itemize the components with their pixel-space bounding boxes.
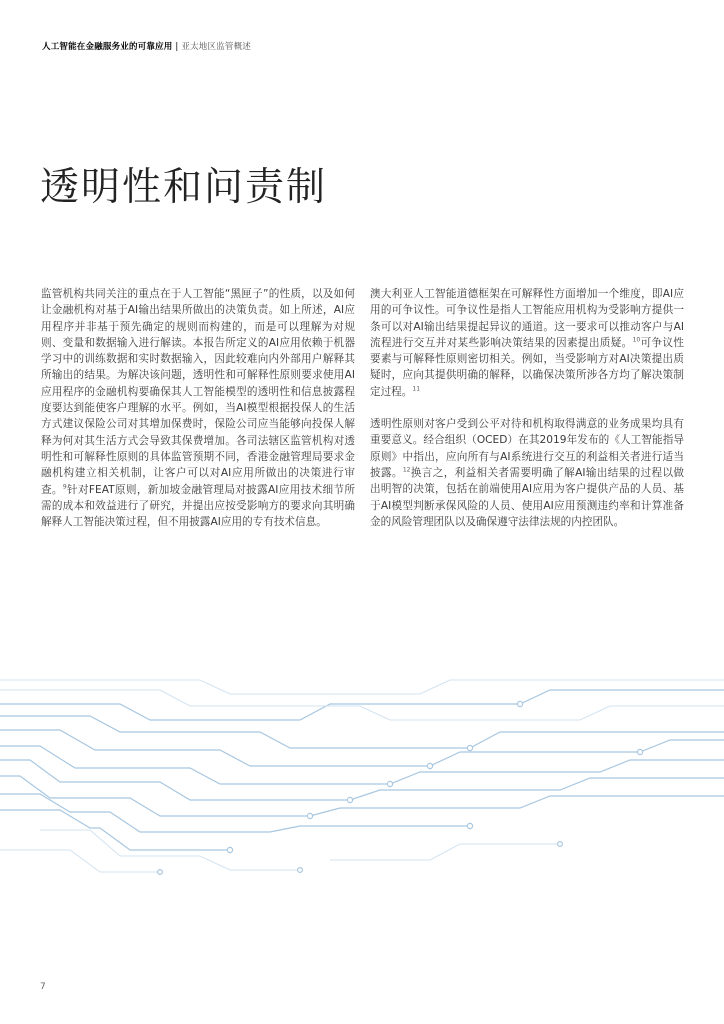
left-p1-text-b: 针对FEAT原则，新加坡金融管理局对披露AI应用技术细节所需的成本和效益进行了研究，并提出应按受影响方的要求向其明确解释人工智能决策过程，但不用披露AI应用的专有技术信息。	[41, 483, 355, 529]
circuit-lines-decoration	[0, 660, 724, 890]
circuit-nodes	[158, 701, 643, 874]
header-separator: |	[175, 42, 179, 52]
footnote-ref-9: 9	[62, 483, 67, 491]
footnote-ref-12: 12	[402, 466, 411, 474]
right-paragraph-2	[370, 416, 684, 530]
right-p1-text-a: 澳大利亚人工智能道德框架在可解释性方面增加一个维度，即AI应用的可争议性。可争议性是指人工智能应用机构为受影响方提供一条可以对AI输出结果提起异议的通道。这一要求可以推动客户与AI流程进行交互并对某些影响决策结果的因素提出质疑。	[370, 288, 684, 349]
right-p2-text-a: 透明性原则对客户受到公平对待和机构取得满意的业务成果均具有重要意义。经合组织（OCED）在其2019年发布的《人工智能指导原则》中指出，应向所有与AI系统进行交互的利益相关者进行适当披露。	[370, 418, 684, 479]
footnote-ref-10: 10	[632, 336, 641, 344]
circuit-traces	[0, 690, 724, 850]
left-p1-text-a: 监管机构共同关注的重点在于人工智能“黑匣子”的性质，以及如何让金融机构对基于AI输出结果所做出的决策负责。如上所述，AI应用程序并非基于预先确定的规则而构建的，而是可以理解为对规则、变量和数据输入进行解读。本报告所定义的AI应用依赖于机器学习中的训练数据和实时数据输入，因此较难向内外部用户解释其所输出的结果。为解决该问题，透明性和可解释性原则要求使用AI应用程序的金融机构要确保其人工智能模型的透明性和信息披露程度要达到能使客户理解的水平。例如，当AI模型根据投保人的生活方式建议保险公司对其增加保费时，保险公司应当能够向投保人解释为何对其生活方式会导致其保费增加。各司法辖区监管机构对透明性和可解释性原则的具体监管预期不同，香港金融管理局要求金融机构建立相关机制，让客户可以对AI应用所做出的决策进行审查。	[41, 288, 355, 496]
right-paragraph-1	[370, 286, 684, 400]
footnote-ref-11: 11	[412, 385, 421, 393]
right-p1-text-b: 可争议性要素与可解释性原则密切相关。例如，当受影响方对AI决策提出质疑时，应向其提供明确的解释，以确保决策所涉各方均了解决策制定过程。	[370, 336, 684, 398]
left-column	[41, 286, 355, 546]
header-title: 人工智能在金融服务业的可靠应用	[42, 42, 173, 52]
section-title: 透明性和问责制	[40, 165, 328, 210]
circuit-traces-light	[0, 680, 724, 872]
right-column	[370, 286, 684, 546]
page-number: 7	[40, 982, 46, 992]
left-paragraph-1	[41, 286, 355, 530]
running-header	[42, 40, 251, 52]
right-p2-text-b: 换言之，利益相关者需要明确了解AI输出结果的过程以做出明智的决策，包括在前端使用AI应用为客户提供产品的人员、基于AI模型判断承保风险的人员、使用AI应用预测违约率和计算准备金的风险管理团队以及确保遵守法律法规的内控团队。	[370, 466, 685, 528]
header-subtitle: 亚太地区监管概述	[181, 42, 252, 52]
